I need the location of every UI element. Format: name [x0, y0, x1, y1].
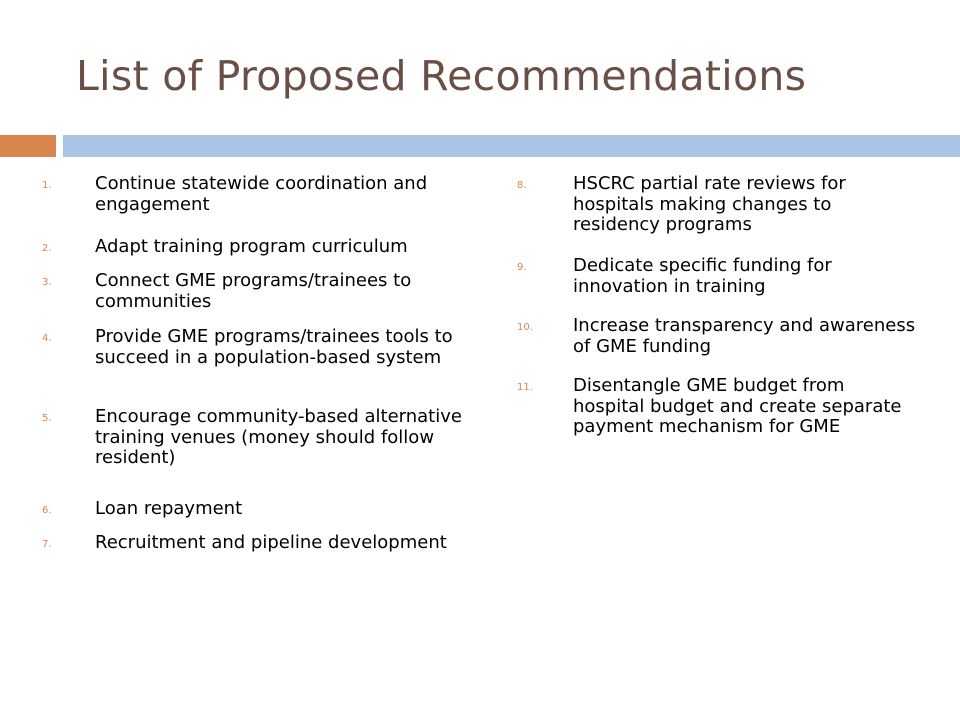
list-item — [42, 271, 472, 327]
list-item — [42, 407, 472, 499]
list-item — [517, 316, 937, 376]
slide-title: List of Proposed Recommendations — [76, 52, 807, 100]
item-number: 1. — [42, 180, 52, 191]
accent-bar — [0, 135, 56, 157]
item-text: Loan repayment — [95, 498, 243, 519]
item-text: Provide GME programs/trainees tools to succeed in a population-based system — [95, 326, 453, 368]
recommendations-right-column — [517, 174, 937, 466]
item-text: Recruitment and pipeline development — [95, 532, 447, 553]
item-number: 7. — [42, 539, 52, 550]
item-text: Connect GME programs/trainees to communities — [95, 270, 412, 312]
list-item — [42, 499, 472, 533]
list-item — [42, 327, 472, 407]
list-item — [42, 533, 472, 577]
item-number: 10. — [517, 322, 533, 333]
list-item — [517, 256, 937, 316]
item-number: 5. — [42, 413, 52, 424]
item-text: Adapt training program curriculum — [95, 236, 408, 257]
item-number: 11. — [517, 382, 533, 393]
item-number: 3. — [42, 277, 52, 288]
title-rule — [63, 135, 960, 157]
item-text: Increase transparency and awareness of GME funding — [573, 315, 916, 357]
item-number: 2. — [42, 243, 52, 254]
item-number: 6. — [42, 505, 52, 516]
list-item — [42, 174, 472, 237]
item-number: 9. — [517, 262, 527, 273]
list-item — [517, 376, 937, 466]
list-item — [42, 237, 472, 271]
item-text: Encourage community-based alternative training venues (money should follow resident) — [95, 406, 462, 468]
item-text: Continue statewide coordination and engagement — [95, 173, 428, 215]
item-number: 8. — [517, 180, 527, 191]
recommendations-left-column — [42, 174, 472, 577]
item-text: HSCRC partial rate reviews for hospitals making changes to residency programs — [573, 173, 846, 235]
item-text: Dedicate specific funding for innovation in training — [573, 255, 832, 297]
item-text: Disentangle GME budget from hospital budget and create separate payment mechanism for GME — [573, 375, 902, 437]
item-number: 4. — [42, 333, 52, 344]
list-item — [517, 174, 937, 256]
